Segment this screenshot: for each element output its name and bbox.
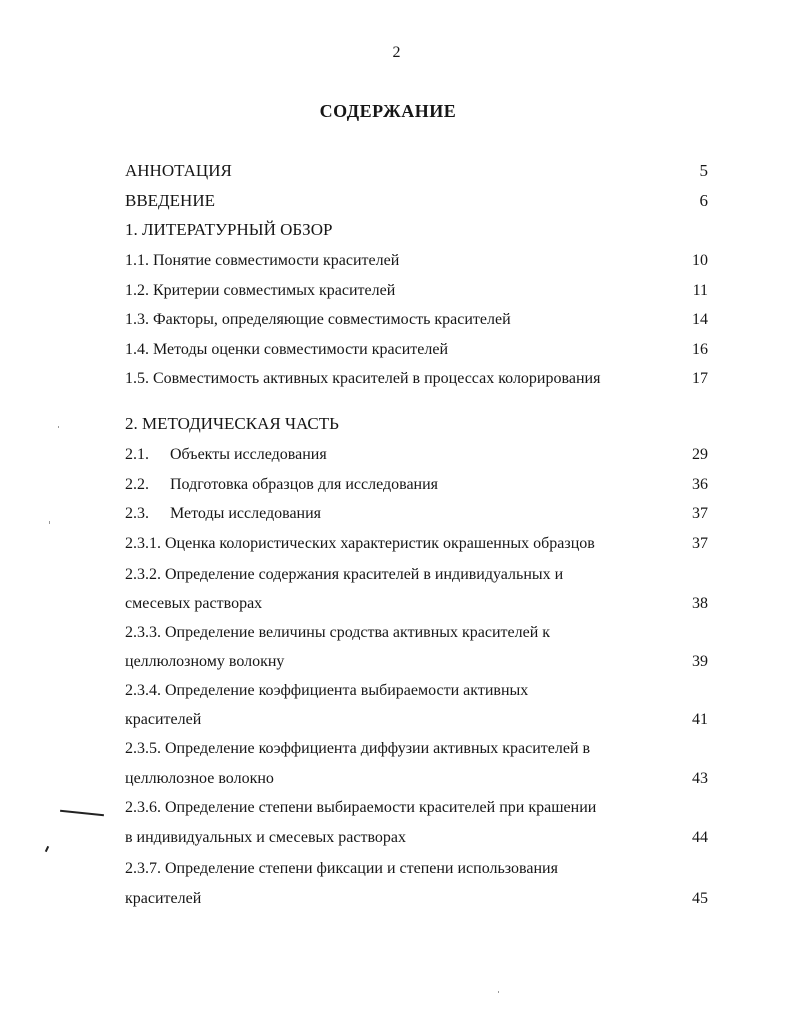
toc-entry-text: 1.4. Методы оценки совместимости красителей (125, 341, 449, 358)
page-number: 2 (392, 44, 401, 61)
toc-entry-text: 2.3.3. Определение величины сродства активных красителей к (125, 624, 551, 641)
scan-stroke-mark (60, 810, 104, 817)
toc-entry (125, 593, 708, 615)
scan-dot-mark (49, 521, 50, 524)
toc-entry-text: 1.2. Критерии совместимых красителей (125, 282, 396, 299)
toc-entry-text: 2.3.6. Определение степени выбираемости красителей при крашении (125, 799, 597, 816)
toc-entry (125, 250, 708, 272)
scan-dot-mark (498, 991, 499, 993)
toc-entry-page: 11 (692, 282, 708, 299)
toc-section-heading (125, 219, 708, 241)
toc-entry (125, 474, 708, 496)
toc-entry-text: Объекты исследования (170, 446, 327, 463)
toc-entry-page: 38 (692, 595, 708, 612)
toc-entry (125, 368, 708, 390)
toc-entry-page: 37 (692, 505, 708, 522)
toc-entry-text: в индивидуальных и смесевых растворах (125, 829, 406, 846)
toc-entry-page: 41 (692, 711, 708, 728)
toc-entry (125, 888, 708, 910)
toc-entry-page: 5 (699, 161, 708, 180)
toc-entry-text: 1.3. Факторы, определяющие совместимость красителей (125, 311, 511, 328)
toc-entry-number: 2.1. (125, 446, 149, 463)
toc-entry-text: 1.1. Понятие совместимости красителей (125, 252, 400, 269)
toc-entry-text: 2.3.5. Определение коэффициента диффузии активных красителей в (125, 740, 591, 757)
toc-entry-page: 16 (692, 341, 708, 358)
toc-entry (125, 651, 708, 673)
toc-entry (125, 280, 708, 302)
toc-entry-text: 2.3.4. Определение коэффициента выбираемости активных (125, 682, 529, 699)
toc-entry-page: 14 (692, 311, 708, 328)
toc-entry-text: 1.5. Совместимость активных красителей в процессах колорирования (125, 370, 601, 387)
toc-entry-text: Методы исследования (170, 505, 322, 522)
toc-entry-text: 1. ЛИТЕРАТУРНЫЙ ОБЗОР (125, 220, 333, 239)
scan-dot-mark (45, 846, 49, 852)
toc-entry (125, 503, 708, 525)
toc-entry-text: 2. МЕТОДИЧЕСКАЯ ЧАСТЬ (125, 414, 339, 433)
toc-entry-text: АННОТАЦИЯ (125, 161, 232, 180)
toc-entry-number: 2.2. (125, 476, 149, 493)
toc-entry-page: 10 (692, 252, 708, 269)
toc-entry (125, 858, 708, 880)
toc-entry (125, 564, 708, 586)
toc-entry-text: ВВЕДЕНИЕ (125, 191, 215, 210)
toc-entry-page: 37 (692, 535, 708, 552)
toc-entry-number: 2.3. (125, 505, 149, 522)
toc-entry (125, 827, 708, 849)
toc-section-heading (125, 413, 708, 435)
toc-entry-text: целлюлозному волокну (125, 653, 285, 670)
toc-entry-text: красителей (125, 711, 202, 728)
toc-entry (125, 680, 708, 702)
toc-entry-page: 44 (692, 829, 708, 846)
toc-entry-page: 45 (692, 890, 708, 907)
toc-entry-page: 6 (699, 191, 708, 210)
toc-entry (125, 768, 708, 790)
toc-entry (125, 622, 708, 644)
toc-entry (125, 309, 708, 331)
toc-entry-text: Подготовка образцов для исследования (170, 476, 439, 493)
toc-entry-text: 2.3.7. Определение степени фиксации и степени использования (125, 860, 558, 877)
toc-entry-text: 2.3.1. Оценка колористических характеристик окрашенных образцов (125, 535, 595, 552)
toc-entry (125, 444, 708, 466)
toc-entry-page: 39 (692, 653, 708, 670)
toc-entry-text: смесевых растворах (125, 595, 263, 612)
scan-dot-mark (58, 426, 59, 428)
toc-entry (125, 160, 708, 182)
toc-entry (125, 533, 708, 555)
toc-entry (125, 709, 708, 731)
page-title: СОДЕРЖАНИЕ (319, 101, 457, 121)
toc-entry (125, 339, 708, 361)
toc-entry-page: 17 (692, 370, 708, 387)
toc-entry-page: 36 (692, 476, 708, 493)
toc-entry-page: 29 (692, 446, 708, 463)
toc-entry (125, 738, 708, 760)
toc-entry-text: красителей (125, 890, 202, 907)
toc-entry-text: целлюлозное волокно (125, 770, 274, 787)
toc-entry (125, 190, 708, 212)
toc-entry (125, 797, 708, 819)
toc-entry-page: 43 (692, 770, 708, 787)
toc-entry-text: 2.3.2. Определение содержания красителей в индивидуальных и (125, 566, 564, 583)
